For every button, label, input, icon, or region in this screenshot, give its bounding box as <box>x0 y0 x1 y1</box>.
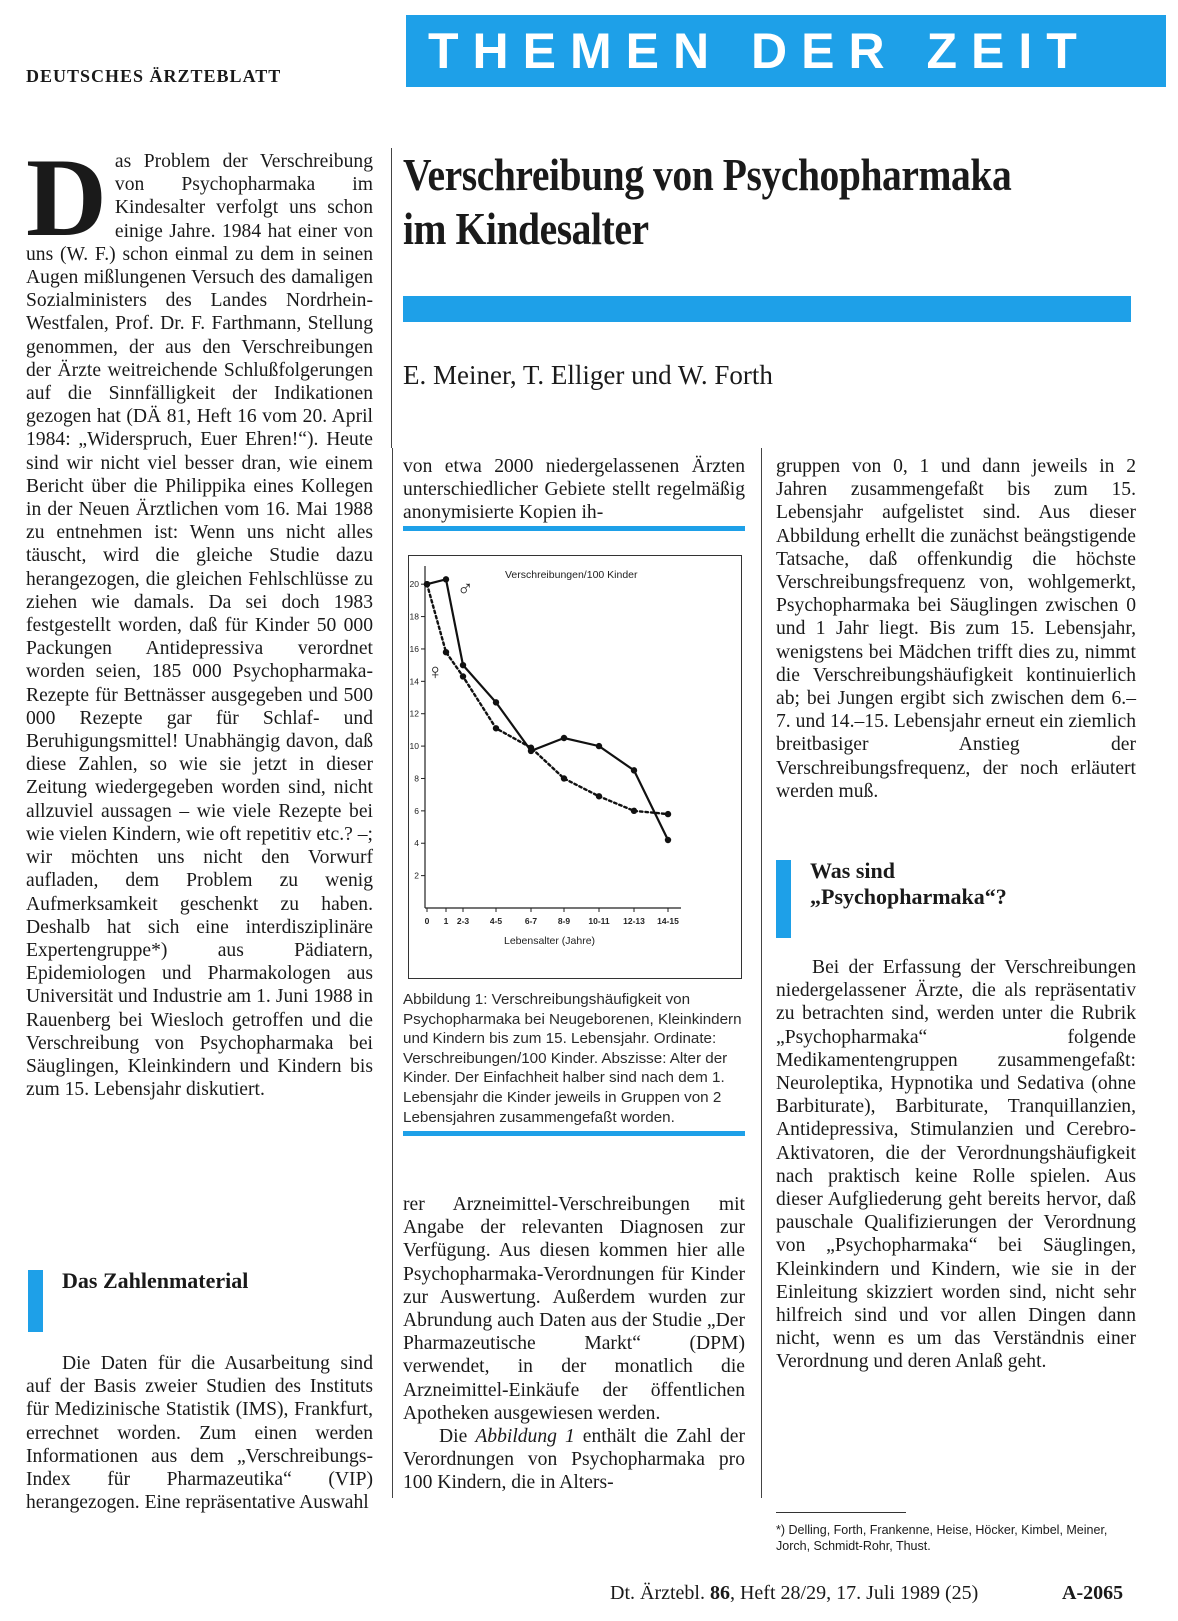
page-number: A-2065 <box>1062 1582 1124 1604</box>
y-tick-label: 4 <box>414 838 419 849</box>
section-marker-1 <box>28 1270 43 1332</box>
y-tick-label: 2 <box>414 870 419 881</box>
section-heading-psychopharmaka <box>810 858 1007 910</box>
data-point-female <box>443 649 449 655</box>
prescription-chart <box>409 556 741 978</box>
figure-1 <box>408 555 742 979</box>
x-tick-label: 14-15 <box>657 916 679 926</box>
chart-title: Verschreibungen/100 Kinder <box>505 569 638 581</box>
citation <box>610 1582 978 1605</box>
figure-bottom-bar <box>403 1131 745 1136</box>
data-point-female <box>528 745 534 751</box>
y-tick-label: 20 <box>409 579 419 590</box>
section2-text: Bei der Erfassung der Verschreibungen niedergelassener Ärzte, die als repräsentativ zu betrachten sind, werden unter die Rubrik „Psychopharmaka“ folgende Medikamentengruppen zusammengefaßt: Neuroleptika, Hypnotika und Sedativa (ohne Barbiturate), Barbiturate, Tranquillanzien, Antidepressiva, Stimulanzien und Cerebro-Aktivatoren, die der Verordnungshäufigkeit nach praktisch keine Rolle spielen. Aus dieser Aufgliederung geht bereits hervor, daß pauschale Qualifizierungen der Verordnung von „Psychopharmaka“ bei Säuglingen, Kleinkindern und Kindern, wie sie in der Einleitung skizziert worden sind, nicht sehr hilfreich sind und vor allen Dingen dann nicht, wenn es um das Verständnis einer Verordnung und deren Anlaß geht. <box>776 957 1136 1373</box>
data-point-female <box>424 581 430 587</box>
intro-text: as Problem der Verschreibung von Psychopharmaka im Kindesalter verfolgt uns schon einige Jahre. 1984 hat einer von uns (W. F.) schon einmal zu dem in seinen Augen mißlungenen Versuch des damaligen Sozialministers des Landes Nordrhein-Westfalen, Prof. Dr. F. Farthmann, Stellung genommen, der aus den Verschreibungen der Ärzte weitreichende Schlußfolgerungen auf die Sinnfälligkeit der Indikationen gezogen hat (DÄ 81, Heft 16 vom 20. April 1984: „Widerspruch, Euer Ehren!“). Heute sind wir nicht viel besser dran, wie einem Bericht über die Philippika eines Kollegen in der Neuen Ärztlichen vom 16. Mai 1988 zu entnehmen ist: Wenn uns nicht alles täuscht, wird die gleiche Studie dazu herangezogen, die gleichen Fehlschlüsse zu ziehen wie damals. Da sei doch 1983 festgestellt worden, daß für Kinder 50 000 Packungen Antidepressiva verordnet worden seien, 185 000 Psychopharmaka-Rezepte für Bettnässer ausgegeben und 500 000 Rezepte gar für Schlaf- und Beruhigungsmittel! Unabhängig davon, daß diese Zahlen, so wie sie jetzt in dieser Zeitung wiedergegeben worden sind, nicht allzuviel aussagen – wie viele Rezepte bei wie vielen Kindern, wie oft repetitiv etc.? –; wir möchten uns nicht den Vorwurf aufladen, dem Problem zu wenig Aufmerksamkeit geschenkt zu haben. Deshalb hat sich eine interdisziplinäre Expertengruppe*) aus Pädiatern, Epidemiologen und Pharmakologen aus Universität und Industrie am 1. Juni 1988 in Rauenberg bei Wiesloch getroffen und die Verschreibung von Psychopharmaka bei Säuglingen, Kleinkindern und Kindern bis zum 15. Lebensjahr diskutiert. <box>26 151 373 1101</box>
section2-title-line-1: Was sind <box>810 858 895 883</box>
y-tick-label: 12 <box>409 708 419 719</box>
section-banner: THEMEN DER ZEIT <box>406 15 1166 87</box>
data-point-female <box>460 673 466 679</box>
journal-name: DEUTSCHES ÄRZTEBLATT <box>26 66 282 86</box>
p2-post: enthält die Zahl der Verordnungen von Psychopharmaka pro 100 Kindern, die in Alters- <box>403 1426 745 1494</box>
title-line-2: im Kindesalter <box>403 203 649 254</box>
col2-top-text: von etwa 2000 niedergelassenen Ärzten unterschiedlicher Gebiete stellt regelmäßig anonymisierte Kopien ih- <box>403 456 745 524</box>
figure-reference: Abbildung 1 <box>475 1426 575 1448</box>
series-line-female <box>427 584 668 814</box>
male-symbol: ♂ <box>457 576 474 601</box>
data-point-male <box>665 837 671 843</box>
x-tick-label: 1 <box>443 916 449 926</box>
footnote-rule <box>776 1512 906 1513</box>
article-title <box>403 148 1057 256</box>
data-point-male <box>596 743 602 749</box>
section1-text: Die Daten für die Ausarbeitung sind auf der Basis zweier Studien des Instituts für Medizinische Statistik (IMS), Frankfurt, errechnet worden. Zum einen werden Informationen aus dem „Verschreibungs-Index für Pharmazeutika“ (VIP) herangezogen. Eine repräsentative Auswahl <box>26 1353 373 1514</box>
citation-post: , Heft 28/29, 17. Juli 1989 (25) <box>729 1582 979 1604</box>
drop-cap: D <box>26 136 107 260</box>
data-point-female <box>493 725 499 731</box>
y-tick-label: 14 <box>409 676 419 687</box>
y-tick-label: 6 <box>414 805 419 816</box>
x-tick-label: 6-7 <box>524 916 538 926</box>
x-tick-label: 10-11 <box>588 916 610 926</box>
p2-pre: Die <box>439 1426 476 1448</box>
col2-bottom-p2 <box>403 1425 745 1495</box>
column-rule-3 <box>761 448 762 1498</box>
col3-top-text: gruppen von 0, 1 und dann jeweils in 2 Jahren zusammengefaßt bis zum 15. Lebensjahr aufgelistet sind. Aus dieser Abbildung erhellt die zunächst beängstigende Tatsache, daß offenkundig die höchste Verschreibungsfrequenz von, wohlgemerkt, Psychopharmaka bei Säuglingen zwischen 0 und 1 Jahr liegt. Bis zum 15. Lebensjahr, wenigstens bei Mädchen trifft dies zu, nimmt die Verschreibungshäufigkeit kontinuierlich ab; bei Jungen ergibt sich zwischen dem 6.–7. und 14.–15. Lebensjahr erneut ein ziemlich breitbasiger Anstieg der Verschreibungsfrequenz, der noch erläutert werden muß. <box>776 456 1136 802</box>
y-tick-label: 8 <box>414 773 419 784</box>
data-point-male <box>493 699 499 705</box>
figure-top-bar <box>403 526 745 531</box>
title-bar <box>403 296 1131 322</box>
title-line-1: Verschreibung von Psychopharmaka <box>403 149 1012 200</box>
x-tick-label: 0 <box>424 916 430 926</box>
section2-body <box>776 956 1136 1374</box>
data-point-female <box>631 808 637 814</box>
data-point-female <box>665 811 671 817</box>
data-point-female <box>561 775 567 781</box>
x-axis-label: Lebensalter (Jahre) <box>504 935 596 947</box>
column-rule-1 <box>391 148 392 448</box>
col2-bottom-p1: rer Arzneimittel-Verschreibungen mit Angabe der relevanten Diagnosen zur Verfügung. Aus diesen kommen hier alle Psychopharmaka-Verordnungen für Kinder zur Auswertung. Außerdem wurden zur Abrundung auch Daten aus der Studie „Der Pharmazeutische Markt“ (DPM) verwendet, in der monatlich die Arzneimittel-Einkäufe der öffentlichen Apotheken ausgewiesen werden. <box>403 1194 745 1424</box>
female-symbol: ♀ <box>427 659 444 684</box>
column-rule-2 <box>392 448 393 1498</box>
col3-top <box>776 455 1136 803</box>
figure-caption: Abbildung 1: Verschreibungshäufigkeit von Psychopharmaka bei Neugeborenen, Kleinkindern und Kindern bis zum 15. Lebensjahr. Ordinate: Verschreibungen/100 Kinder. Abszisse: Alter der Kinder. Der Einfachheit halber sind nach dem 1. Lebensjahr die Kinder jeweils in Gruppen von 2 Lebensjahren zusammengefaßt worden. <box>403 991 742 1126</box>
y-tick-label: 10 <box>409 741 419 752</box>
x-tick-label: 4-5 <box>489 916 503 926</box>
series-line-male <box>427 579 668 840</box>
x-tick-label: 2-3 <box>456 916 470 926</box>
section-marker-2 <box>776 860 791 938</box>
y-tick-label: 18 <box>409 611 419 622</box>
x-tick-label: 8-9 <box>557 916 571 926</box>
x-tick-label: 12-13 <box>623 916 645 926</box>
col2-top <box>403 455 745 525</box>
y-tick-label: 16 <box>409 643 419 654</box>
section1-body <box>26 1352 373 1514</box>
footnote: *) Delling, Forth, Frankenne, Heise, Höcker, Kimbel, Meiner, Jorch, Schmidt-Rohr, Thust. <box>776 1523 1108 1553</box>
intro-column <box>26 136 373 1101</box>
authors: E. Meiner, T. Elliger und W. Forth <box>403 360 773 390</box>
section-heading-zahlenmaterial: Das Zahlenmaterial <box>62 1268 249 1293</box>
data-point-male <box>561 735 567 741</box>
citation-volume: 86 <box>709 1582 730 1604</box>
col2-bottom <box>403 1193 745 1495</box>
section2-title-line-2: „Psychopharmaka“? <box>810 884 1007 909</box>
citation-pre: Dt. Ärztebl. <box>610 1582 710 1604</box>
data-point-female <box>596 793 602 799</box>
data-point-male <box>631 767 637 773</box>
data-point-male <box>443 576 449 582</box>
data-point-male <box>460 662 466 668</box>
